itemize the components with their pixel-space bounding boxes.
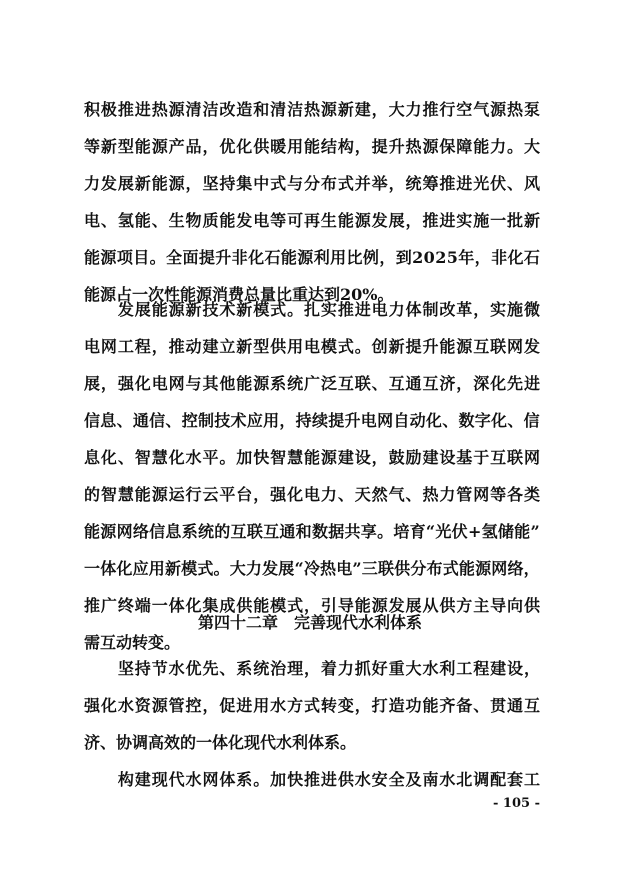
chapter-heading: 第四十二章 完善现代水利体系 <box>197 613 422 632</box>
text-line: 推 广 终 端 一 体 化 集 成 供 能 模 式 ， 引 导 能 源 发 展 从 供 方 主 导 向 供 <box>84 596 540 615</box>
text-line: 的 智 慧 能 源 运 行 云 平 台 ， 强 化 电 力 、 天 然 气 、 热 力 管 网 等 各 类 <box>84 485 540 504</box>
text-line: 需互动转变。 <box>84 633 181 652</box>
text-line: 能源占一次性能源消费总量比重达到20%。 <box>84 285 394 304</box>
text-line: 发 展 能 源 新 技 术 新 模 式 。 扎 实 推 进 电 力 体 制 改 革 ， 实 施 微 <box>117 300 540 319</box>
text-line: 济、协调高效的一体化现代水利体系。 <box>84 733 357 752</box>
text-line: 构 建 现 代 水 网 体 系 。 加 快 推 进 供 水 安 全 及 南 水 北 调 配 套 工 <box>117 770 540 789</box>
page-number: - 105 - <box>493 796 540 811</box>
text-line: 能 源 项 目 。 全 面 提 升 非 化 石 能 源 利 用 比 例 ， 到 2 0 2 5 年 ， 非 化 石 <box>84 248 540 267</box>
text-line: 强 化 水 资 源 管 控 ， 促 进 用 水 方 式 转 变 ， 打 造 功 能 齐 备 、 贯 通 互 <box>84 696 540 715</box>
text-line: 展 ， 强 化 电 网 与 其 他 能 源 系 统 广 泛 互 联 、 互 通 互 济 ， 深 化 先 进 <box>84 374 540 393</box>
paragraph-water-system <box>84 650 540 798</box>
text-line: 息 化 、 智 慧 化 水 平 。 加 快 智 慧 能 源 建 设 ， 鼓 励 建 设 基 于 互 联 网 <box>84 448 540 467</box>
text-line: 电 网 工 程 ， 推 动 建 立 新 型 供 用 电 模 式 。 创 新 提 升 能 源 互 联 网 发 <box>84 337 540 356</box>
paragraph-energy-structure <box>84 91 540 313</box>
text-line: 电 、 氢 能 、 生 物 质 能 发 电 等 可 再 生 能 源 发 展 ， 推 进 实 施 一 批 新 <box>84 211 540 230</box>
text-line: 等 新 型 能 源 产 品 ， 优 化 供 暖 用 能 结 构 ， 提 升 热 源 保 障 能 力 。 大 <box>84 137 540 156</box>
text-line: 一 体 化 应 用 新 模 式 。 大 力 发 展 “ 冷 热 电 ” 三 联 供 分 布 式 能 源 网 络 ， <box>84 559 540 578</box>
text-line: 能 源 网 络 信 息 系 统 的 互 联 互 通 和 数 据 共 享 。 培 育 “ 光 伏 + 氢 储 能 ” <box>84 522 540 541</box>
text-line: 积 极 推 进 热 源 清 洁 改 造 和 清 洁 热 源 新 建 ， 大 力 推 行 空 气 源 热 泵 <box>84 100 540 119</box>
text-line: 力 发 展 新 能 源 ， 坚 持 集 中 式 与 分 布 式 并 举 ， 统 筹 推 进 光 伏 、 风 <box>84 174 540 193</box>
text-line: 坚 持 节 水 优 先 、 系 统 治 理 ， 着 力 抓 好 重 大 水 利 工 程 建 设 ， <box>117 659 540 678</box>
text-line: 信 息 、 通 信 、 控 制 技 术 应 用 ， 持 续 提 升 电 网 自 动 化 、 数 字 化 、 信 <box>84 411 540 430</box>
